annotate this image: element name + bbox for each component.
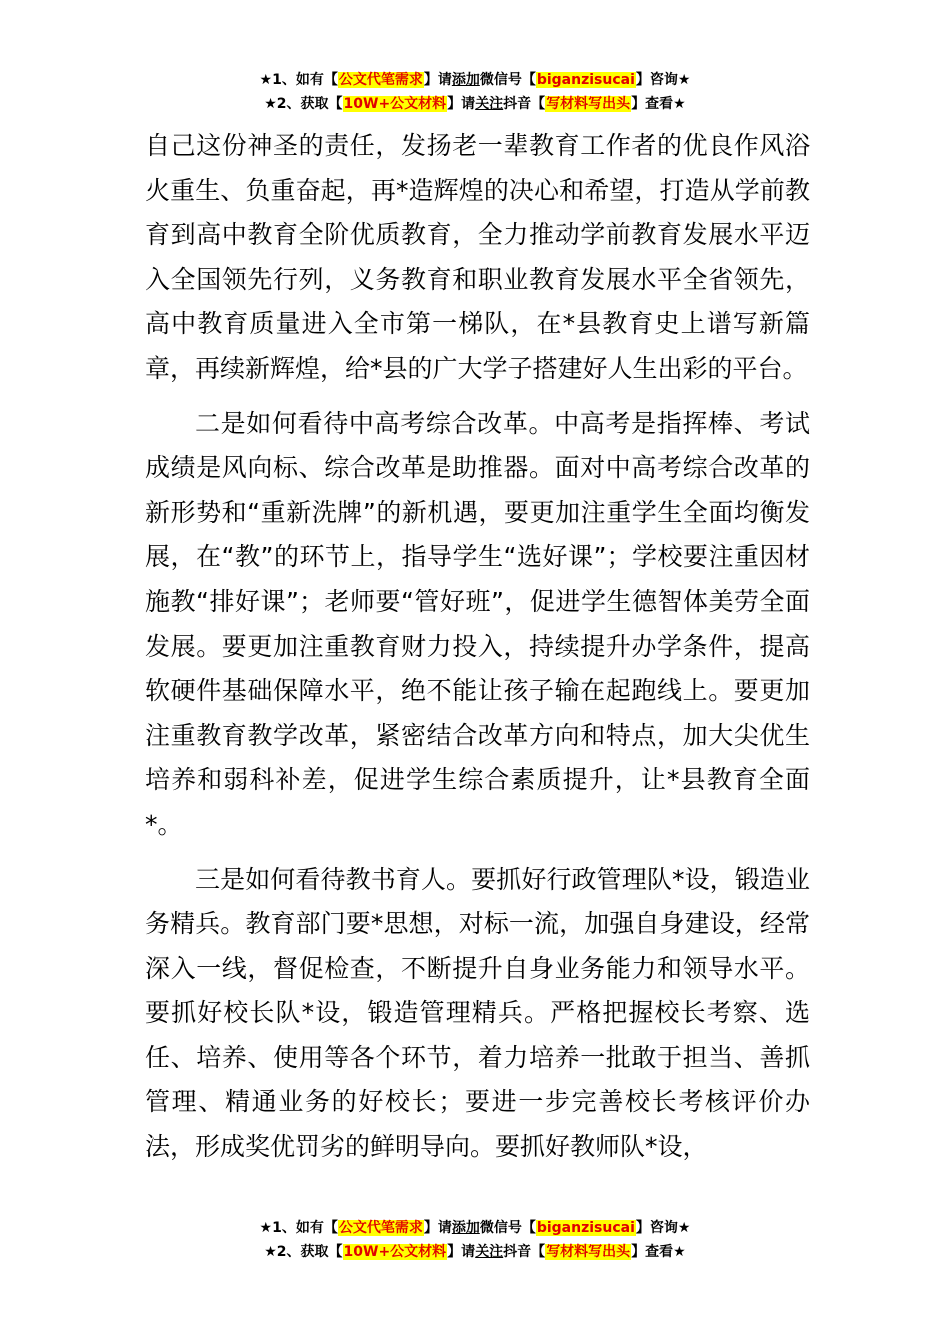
banner-underline: 关注	[475, 96, 504, 112]
banner-underline: 添加	[451, 1220, 480, 1236]
banner-line-2	[0, 1240, 950, 1264]
banner-line-1	[0, 1216, 950, 1240]
paragraph-3: 三是如何看待教书育人。要抓好行政管理队*设，锻造业务精兵。教育部门要*思想，对标一流，加强自身建设，经常深入一线，督促检查，不断提升自身业务能力和领导水平。要抓好校长队*设，锻造管理精兵。严格把握校长考察、选任、培养、使用等各个环节，着力培养一批敢于担当、善抓管理、精通业务的好校长；要进一步完善校长考核评价办法，形成奖优罚劣的鲜明导向。要抓好教师队*设，	[145, 864, 810, 1162]
banner-highlight: 10W+公文材料	[343, 96, 447, 112]
banner-line-1	[0, 68, 950, 92]
banner-text: ★1、如有【	[259, 72, 338, 88]
banner-highlight: biganzisucai	[536, 1220, 635, 1236]
banner-highlight: 公文代笔需求	[338, 72, 423, 88]
banner-text: 微信号【	[479, 72, 536, 88]
banner-text: ★2、获取【	[264, 96, 343, 112]
banner-highlight: biganzisucai	[536, 72, 635, 88]
banner-text: 微信号【	[479, 1220, 536, 1236]
banner-text: 】请	[447, 1244, 476, 1260]
paragraph-1: 自己这份神圣的责任，发扬老一辈教育工作者的优良作风浴火重生、负重奋起，再*造辉煌的决心和希望，打造从学前教育到高中教育全阶优质教育，全力推动学前教育发展水平迈入全国领先行列，义务教育和职业教育发展水平全省领先，高中教育质量进入全市第一梯队，在*县教育史上谱写新篇章，再续新辉煌，给*县的广大学子搭建好人生出彩的平台。	[145, 131, 810, 383]
banner-highlight: 10W+公文材料	[343, 1244, 447, 1260]
banner-line-2	[0, 92, 950, 116]
banner-text: ★1、如有【	[259, 1220, 338, 1236]
banner-text: ★2、获取【	[264, 1244, 343, 1260]
banner-text: 抖音【	[503, 96, 546, 112]
banner-text: 】查看★	[631, 96, 686, 112]
banner-underline: 关注	[475, 1244, 504, 1260]
banner-text: 】咨询★	[635, 72, 691, 88]
banner-text: 】查看★	[631, 1244, 686, 1260]
document-body	[145, 124, 810, 1170]
banner-text: 】请	[447, 96, 476, 112]
banner-underline: 添加	[451, 72, 480, 88]
paragraph-2: 二是如何看待中高考综合改革。中高考是指挥棒、考试成绩是风向标、综合改革是助推器。面对中高考综合改革的新形势和“重新洗牌”的新机遇，要更加注重学生全面均衡发展，在“教”的环节上，指导学生“选好课”；学校要注重因材施教“排好课”；老师要“管好班”，促进学生德智体美劳全面发展。要更加注重教育财力投入，持续提升办学条件，提高软硬件基础保障水平，绝不能让孩子输在起跑线上。要更加注重教育教学改革，紧密结合改革方向和特点，加大尖优生培养和弱科补差，促进学生综合素质提升，让*县教育全面*。	[145, 408, 810, 839]
banner-text: 】咨询★	[635, 1220, 691, 1236]
banner-highlight: 写材料写出头	[546, 96, 631, 112]
header-banner	[0, 68, 950, 116]
banner-highlight: 写材料写出头	[546, 1244, 631, 1260]
banner-highlight: 公文代笔需求	[338, 1220, 423, 1236]
footer-banner	[0, 1216, 950, 1264]
banner-text: 】请	[423, 72, 452, 88]
banner-text: 】请	[423, 1220, 452, 1236]
banner-text: 抖音【	[503, 1244, 546, 1260]
